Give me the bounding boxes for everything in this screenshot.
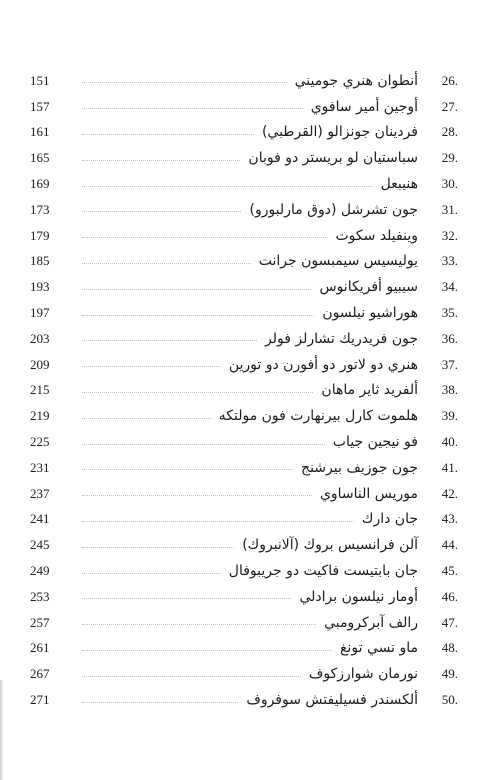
table-of-contents — [30, 68, 458, 713]
toc-entry — [30, 171, 458, 197]
entry-number: 33. — [441, 253, 458, 269]
entry-title: هنيبعل — [380, 176, 418, 193]
page-number: 161 — [30, 124, 50, 140]
toc-entry — [30, 507, 458, 533]
entry-title: جون جوزيف بيرشنج — [301, 459, 418, 476]
dot-leader — [82, 134, 254, 135]
page-number: 151 — [30, 72, 50, 88]
entry-number: 37. — [441, 356, 458, 372]
page-number: 267 — [30, 666, 50, 682]
toc-entry — [30, 429, 458, 455]
dot-leader — [82, 263, 251, 264]
toc-entry — [30, 584, 458, 610]
entry-title: هنري دو لاتور دو أفورن دو تورين — [228, 356, 418, 373]
toc-entry — [30, 94, 458, 120]
page-number: 193 — [30, 279, 50, 295]
page-number: 271 — [30, 692, 50, 708]
entry-title: أومار نيلسون برادلي — [299, 588, 418, 605]
entry-number: 48. — [441, 640, 458, 656]
entry-title: فو نيجين جياب — [332, 434, 418, 451]
dot-leader — [82, 392, 313, 393]
entry-title: وينفيلد سكوت — [335, 227, 418, 244]
page-number: 157 — [30, 98, 50, 114]
toc-entry — [30, 145, 458, 171]
dot-leader — [82, 108, 303, 109]
page-number: 173 — [30, 201, 50, 217]
toc-entry — [30, 610, 458, 636]
entry-number: 26. — [441, 72, 458, 88]
entry-number: 42. — [441, 485, 458, 501]
dot-leader — [82, 598, 291, 599]
page-number: 169 — [30, 176, 50, 192]
toc-entry — [30, 455, 458, 481]
page-number: 225 — [30, 434, 50, 450]
toc-entry — [30, 68, 458, 94]
entry-number: 49. — [441, 666, 458, 682]
entry-title: هوراشيو نيلسون — [322, 305, 418, 322]
dot-leader — [82, 418, 211, 419]
toc-entry — [30, 558, 458, 584]
entry-title: أنطوان هنري جوميني — [294, 72, 418, 89]
toc-entry — [30, 300, 458, 326]
dot-leader — [82, 521, 354, 522]
page-number: 231 — [30, 459, 50, 475]
entry-title: جان دارك — [361, 511, 418, 528]
page-number: 215 — [30, 382, 50, 398]
toc-entry — [30, 532, 458, 558]
dot-leader — [82, 211, 241, 212]
entry-title: ألكسندر فسيليفتش سوفروف — [246, 692, 418, 709]
entry-title: رالف آبركرومبي — [324, 614, 418, 631]
page-number: 261 — [30, 640, 50, 656]
entry-title: يوليسيس سيمبسون جرانت — [258, 253, 418, 270]
entry-title: أوجين أمير سافوي — [310, 98, 418, 115]
toc-entry — [30, 274, 458, 300]
dot-leader — [82, 547, 234, 548]
page-number: 219 — [30, 408, 50, 424]
dot-leader — [82, 186, 373, 187]
toc-entry — [30, 197, 458, 223]
toc-entry — [30, 378, 458, 404]
dot-leader — [82, 82, 287, 83]
dot-leader — [82, 624, 316, 625]
toc-entry — [30, 326, 458, 352]
entry-number: 29. — [441, 150, 458, 166]
dot-leader — [82, 469, 293, 470]
entry-number: 31. — [441, 201, 458, 217]
toc-entry — [30, 481, 458, 507]
dot-leader — [82, 650, 332, 651]
entry-title: سباستيان لو بريستر دو فوبان — [248, 150, 418, 167]
entry-title: ماو تسي تونغ — [340, 640, 418, 657]
dot-leader — [82, 366, 221, 367]
page-number: 237 — [30, 485, 50, 501]
toc-entry — [30, 352, 458, 378]
toc-entry — [30, 223, 458, 249]
page-number: 179 — [30, 227, 50, 243]
entry-title: فردينان جونزالو (القرطبي) — [261, 124, 418, 141]
dot-leader — [82, 289, 311, 290]
entry-title: موريس الناساوي — [319, 485, 418, 502]
entry-title: نورمان شوارزكوف — [308, 666, 418, 683]
page-number: 209 — [30, 356, 50, 372]
entry-number: 47. — [441, 614, 458, 630]
dot-leader — [82, 573, 221, 574]
page-number: 245 — [30, 537, 50, 553]
entry-title: آلن فرانسيس بروك (آلانبروك) — [242, 537, 418, 554]
dot-leader — [82, 237, 328, 238]
entry-number: 27. — [441, 98, 458, 114]
toc-entry — [30, 249, 458, 275]
page-number: 203 — [30, 330, 50, 346]
toc-entry — [30, 403, 458, 429]
entry-title: جون فريدريك تشارلز فولر — [265, 330, 418, 347]
entry-title: جان بابتيست فاكيت دو جريبوفال — [228, 563, 418, 580]
dot-leader — [82, 160, 240, 161]
entry-number: 39. — [441, 408, 458, 424]
page-number: 249 — [30, 563, 50, 579]
page-number: 197 — [30, 305, 50, 321]
entry-title: هلموت كارل بيرنهارت فون مولتكه — [218, 408, 418, 425]
toc-entry — [30, 687, 458, 713]
entry-number: 45. — [441, 563, 458, 579]
page-number: 241 — [30, 511, 50, 527]
toc-entry — [30, 661, 458, 687]
dot-leader — [82, 315, 314, 316]
page-edge-shadow — [0, 680, 4, 780]
entry-number: 34. — [441, 279, 458, 295]
dot-leader — [82, 444, 325, 445]
dot-leader — [82, 702, 238, 703]
dot-leader — [82, 495, 312, 496]
page-number: 185 — [30, 253, 50, 269]
entry-number: 43. — [441, 511, 458, 527]
entry-title: ألفريد ثاير ماهان — [321, 382, 418, 399]
toc-entry — [30, 120, 458, 146]
entry-number: 35. — [441, 305, 458, 321]
toc-entry — [30, 636, 458, 662]
entry-number: 46. — [441, 588, 458, 604]
entry-title: جون تشرشل (دوق مارلبورو) — [249, 201, 418, 218]
entry-number: 38. — [441, 382, 458, 398]
dot-leader — [82, 340, 257, 341]
page-number: 253 — [30, 588, 50, 604]
entry-number: 44. — [441, 537, 458, 553]
entry-number: 50. — [441, 692, 458, 708]
entry-title: سيبيو أفريكانوس — [319, 279, 418, 296]
dot-leader — [82, 676, 301, 677]
entry-number: 28. — [441, 124, 458, 140]
entry-number: 30. — [441, 176, 458, 192]
page-number: 257 — [30, 614, 50, 630]
entry-number: 36. — [441, 330, 458, 346]
entry-number: 41. — [441, 459, 458, 475]
entry-number: 40. — [441, 434, 458, 450]
entry-number: 32. — [441, 227, 458, 243]
page-number: 165 — [30, 150, 50, 166]
